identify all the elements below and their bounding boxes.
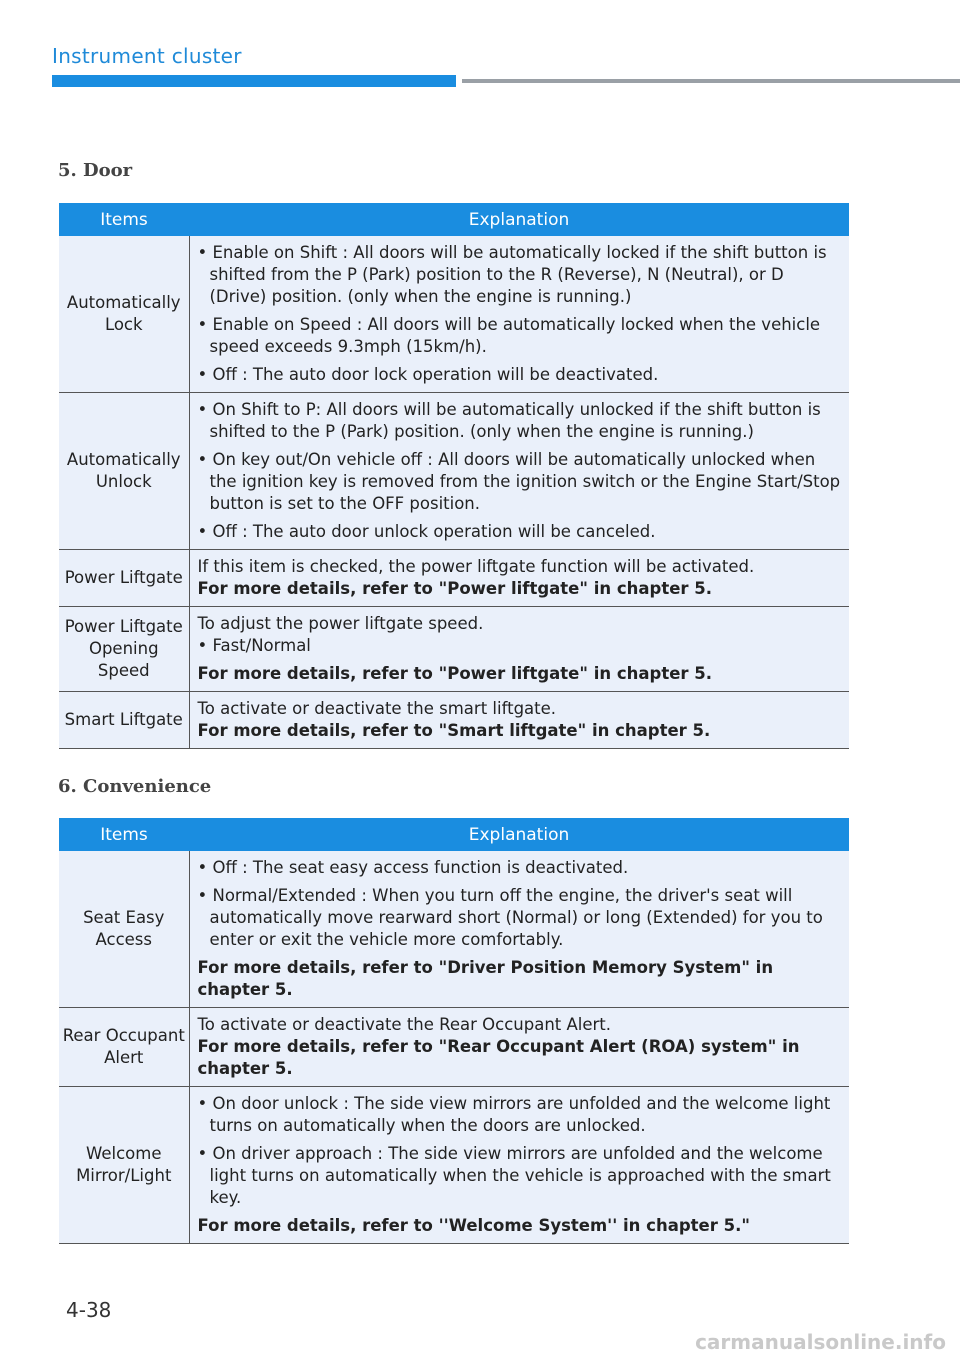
list-item: • On driver approach : The side view mirrors are unfolded and the welcome light turns on automatically when the vehicle is approached with the smart key.: [198, 1143, 842, 1209]
section-title-door: 5. Door: [58, 160, 133, 181]
bullet-list: [198, 399, 842, 543]
explanation-cell: [189, 692, 849, 749]
explanation-text: To adjust the power liftgate speed.: [197, 614, 484, 633]
reference-note: For more details, refer to "Rear Occupant Alert (ROA) system" in chapter 5.: [197, 1037, 800, 1078]
explanation-cell: [189, 550, 849, 607]
list-item: • Enable on Shift : All doors will be automatically locked if the shift button is shifted from the P (Park) position to the R (Reverse), N (Neutral), or D (Drive) position. (only when the engine is running.): [198, 242, 842, 308]
column-header-explanation: Explanation: [189, 818, 849, 851]
reference-note: For more details, refer to ''Welcome System'' in chapter 5.": [197, 1216, 750, 1235]
bullet-list: [198, 1093, 842, 1209]
item-automatically-unlock: Automatically Unlock: [59, 393, 189, 550]
explanation-cell: [189, 393, 849, 550]
table-row: [59, 607, 849, 692]
watermark: carmanualsonline.info: [695, 1330, 946, 1354]
explanation-text: To activate or deactivate the Rear Occupant Alert.: [197, 1015, 612, 1034]
reference-note: For more details, refer to "Driver Position Memory System" in chapter 5.: [197, 958, 774, 999]
item-power-liftgate-opening-speed: Power Liftgate Opening Speed: [59, 607, 189, 692]
door-settings-table: [59, 203, 849, 749]
list-item: • Off : The seat easy access function is deactivated.: [198, 857, 842, 879]
reference-note: For more details, refer to "Power liftgate" in chapter 5.: [197, 664, 713, 683]
item-rear-occupant-alert: Rear Occupant Alert: [59, 1008, 189, 1087]
reference-note: For more details, refer to "Smart liftgate" in chapter 5.: [197, 721, 711, 740]
table-row: [59, 692, 849, 749]
list-item: • On door unlock : The side view mirrors are unfolded and the welcome light turns on automatically when the doors are unlocked.: [198, 1093, 842, 1137]
table-row: [59, 1087, 849, 1244]
header-accent-bar: [52, 75, 456, 87]
reference-note: For more details, refer to "Power liftgate" in chapter 5.: [197, 579, 713, 598]
column-header-explanation: Explanation: [189, 203, 849, 236]
table-row: [59, 393, 849, 550]
bullet-list: [198, 242, 842, 386]
list-item: • On key out/On vehicle off : All doors will be automatically unlocked when the ignition key is removed from the ignition switch or the Engine Start/Stop button is set to the OFF position.: [198, 449, 842, 515]
list-item: • Normal/Extended : When you turn off the engine, the driver's seat will automatically move rearward short (Normal) or long (Extended) for you to enter or exit the vehicle more comfortably.: [198, 885, 842, 951]
item-welcome-mirror-light: Welcome Mirror/Light: [59, 1087, 189, 1244]
column-header-items: Items: [59, 818, 189, 851]
table-header-row: [59, 203, 849, 236]
item-seat-easy-access: Seat Easy Access: [59, 851, 189, 1008]
explanation-cell: [189, 607, 849, 692]
table-row: [59, 550, 849, 607]
page-number: 4-38: [66, 1298, 112, 1322]
explanation-cell: [189, 1087, 849, 1244]
list-item: • Off : The auto door lock operation will be deactivated.: [198, 364, 842, 386]
table-header-row: [59, 818, 849, 851]
item-smart-liftgate: Smart Liftgate: [59, 692, 189, 749]
item-power-liftgate: Power Liftgate: [59, 550, 189, 607]
table-row: [59, 236, 849, 393]
explanation-cell: [189, 236, 849, 393]
list-item: • Enable on Speed : All doors will be automatically locked when the vehicle speed exceeds 9.3mph (15km/h).: [198, 314, 842, 358]
convenience-settings-table: [59, 818, 849, 1244]
bullet-list: [198, 857, 842, 951]
list-item: • On Shift to P: All doors will be automatically unlocked if the shift button is shifted to the P (Park) position. (only when the engine is running.): [198, 399, 842, 443]
table-row: [59, 851, 849, 1008]
section-title-convenience: 6. Convenience: [58, 776, 212, 797]
item-automatically-lock: Automatically Lock: [59, 236, 189, 393]
explanation-cell: [189, 851, 849, 1008]
bullet-list: [198, 635, 842, 657]
explanation-cell: [189, 1008, 849, 1087]
explanation-text: To activate or deactivate the smart liftgate.: [197, 699, 557, 718]
header-rule: [462, 79, 960, 83]
explanation-text: If this item is checked, the power liftgate function will be activated.: [197, 557, 755, 576]
column-header-items: Items: [59, 203, 189, 236]
table-row: [59, 1008, 849, 1087]
chapter-title: Instrument cluster: [52, 44, 242, 68]
list-item: • Fast/Normal: [198, 635, 842, 657]
list-item: • Off : The auto door unlock operation will be canceled.: [198, 521, 842, 543]
